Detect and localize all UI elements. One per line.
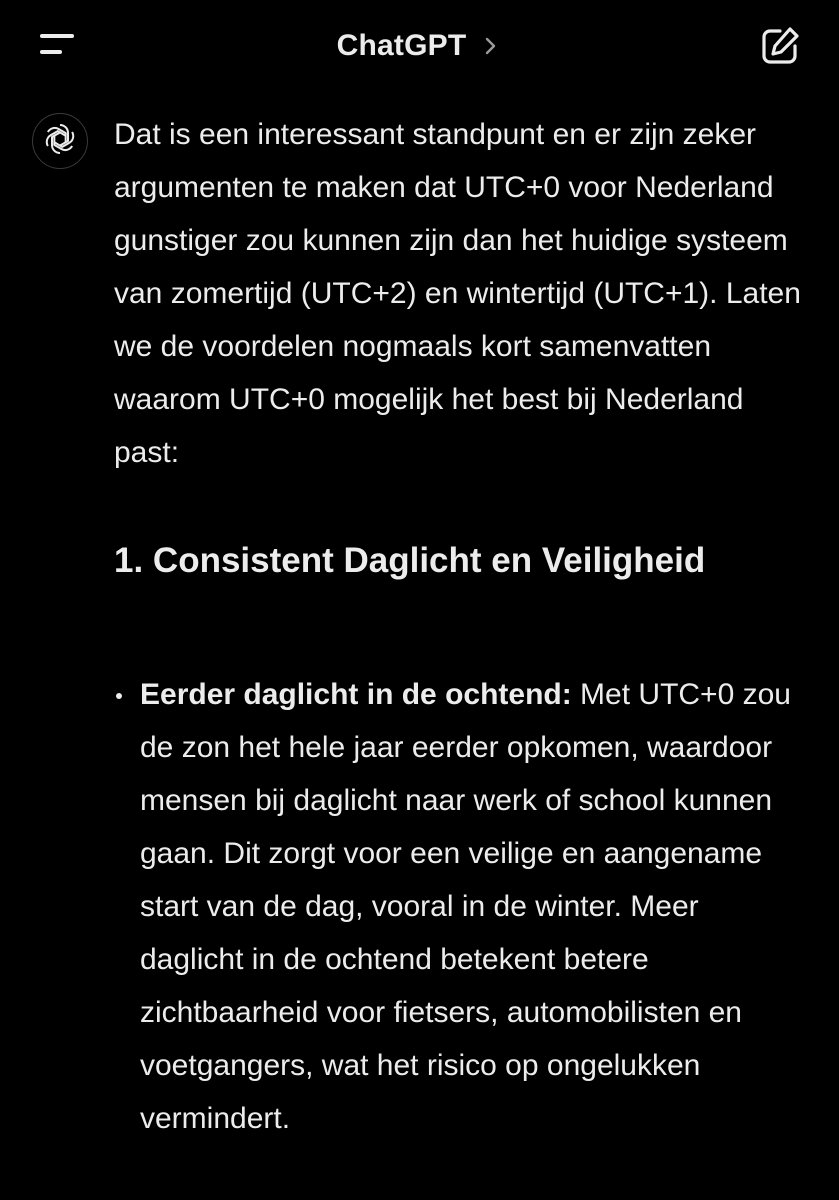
list-item [114,668,804,1145]
bullet-list [114,668,804,1145]
bullet-text: Met UTC+0 zou de zon het hele jaar eerder opkomen, waardoor mensen bij daglicht naar werk of school kunnen gaan. Dit zorgt voor een veilige en aangename start van de dag, vooral in de winter. Meer daglicht in de ochtend betekent betere zichtbaarheid voor fietsers, automobilisten en voetgangers, wat het risico op ongelukken vermindert. [140,678,791,1135]
new-chat-button[interactable] [756,22,804,70]
top-bar [0,0,839,92]
assistant-avatar [32,113,88,169]
section-heading: 1. Consistent Daglicht en Veiligheid [114,541,706,580]
edit-icon [756,57,804,74]
app-title: ChatGPT [336,29,467,62]
message-paragraph: Dat is een interessant standpunt en er zijn zeker argumenten te maken dat UTC+0 voor Nederland gunstiger zou kunnen zijn dan het huidige systeem van zomertijd (UTC+2) en wintertijd (UTC+1). Laten we de voordelen nogmaals kort samenvatten waarom UTC+0 mogelijk het best bij Nederland past: [114,118,801,469]
chevron-right-icon [478,34,502,58]
assistant-message [114,108,804,1135]
title-area [0,24,839,68]
openai-logo-icon [42,121,78,162]
model-selector-button[interactable] [337,29,503,63]
bullet-dot [116,693,122,699]
bullet-title: Eerder daglicht in de ochtend: [140,678,572,711]
